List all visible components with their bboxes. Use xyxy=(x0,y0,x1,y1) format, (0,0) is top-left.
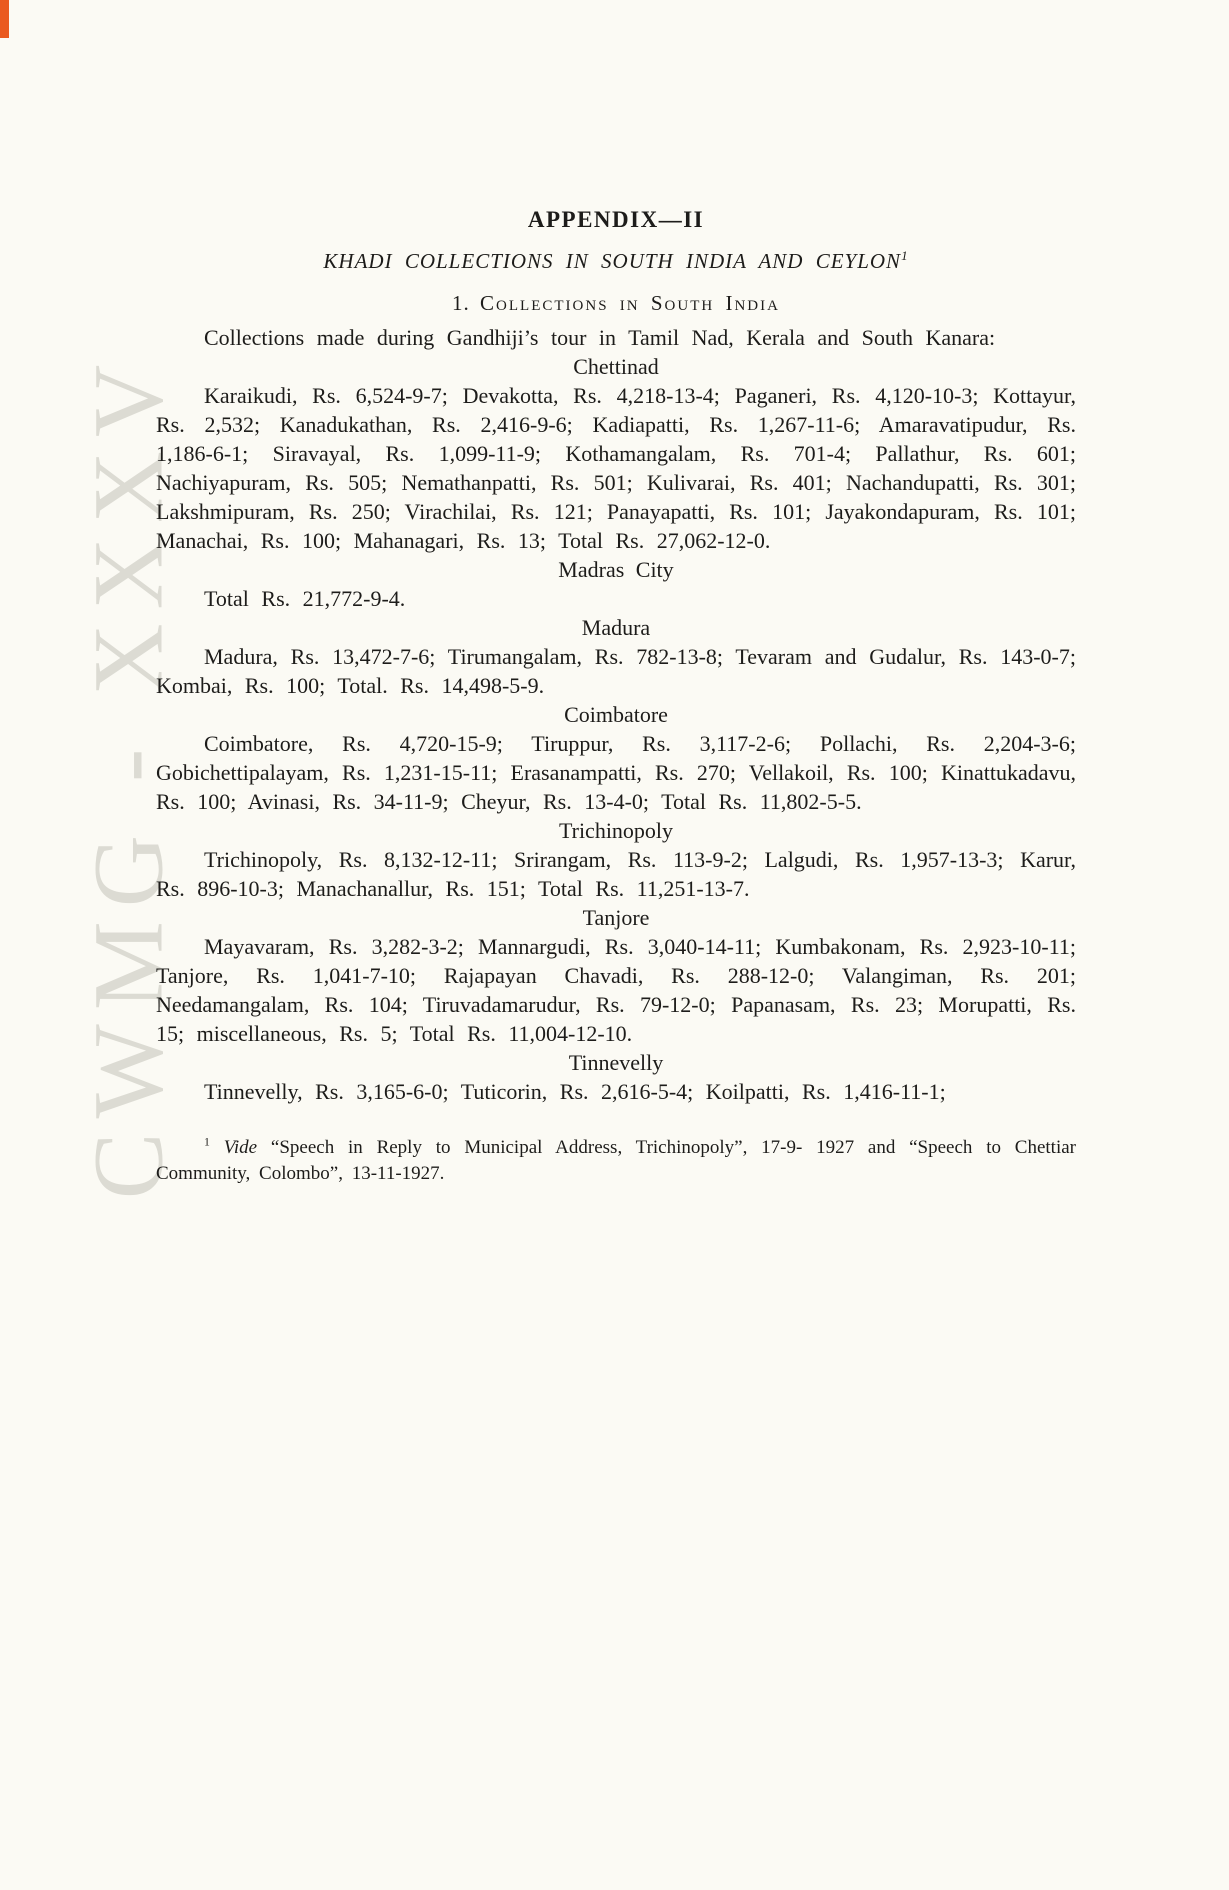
subsection-body: Tinnevelly, Rs. 3,165-6-0; Tuticorin, Rs. 2,616-5-4; Koilpatti, Rs. 1,416-11-1; xyxy=(204,1079,946,1104)
subsection-heading: Madura xyxy=(581,615,651,640)
subsection-body: Coimbatore, Rs. 4,720-15-9; Tiruppur, Rs. 3,117-2-6; Pollachi, Rs. 2,204-3-6; Gobichettipalayam, Rs. 1,231-15-11; Erasanampatti, Rs. 270; Vellakoil, Rs. 100; Kinattukadavu, Rs. 100; Avinasi, Rs. 34-11-9; Cheyur, Rs. 13-4-0; Total Rs. 11,802-5-5. xyxy=(156,731,1076,814)
page-subtitle xyxy=(156,247,1076,276)
subsection-chettinad xyxy=(156,352,1076,555)
footnote xyxy=(156,1135,1076,1187)
subsection-madras-city xyxy=(156,555,1076,613)
scan-artifact xyxy=(0,0,9,38)
subsection-body: Madura, Rs. 13,472-7-6; Tirumangalam, Rs. 782-13-8; Tevaram and Gudalur, Rs. 143-0-7; Kombai, Rs. 100; Total. Rs. 14,498-5-9. xyxy=(156,644,1076,698)
subsection-coimbatore xyxy=(156,700,1076,816)
subsection-tanjore xyxy=(156,903,1076,1048)
subsection-body: Mayavaram, Rs. 3,282-3-2; Mannargudi, Rs. 3,040-14-11; Kumbakonam, Rs. 2,923-10-11; Tanjore, Rs. 1,041-7-10; Rajapayan Chavadi, Rs. 288-12-0; Valangiman, Rs. 201; Needamangalam, Rs. 104; Tiruvadamarudur, Rs. 79-12-0; Papanasam, Rs. 23; Morupatti, Rs. 15; miscellaneous, Rs. 5; Total Rs. 11,004-12-10. xyxy=(156,934,1076,1046)
subsection-trichinopoly xyxy=(156,816,1076,903)
subsection-heading: Tanjore xyxy=(582,905,650,930)
intro-paragraph: Collections made during Gandhiji’s tour in Tamil Nad, Kerala and South Kanara: xyxy=(204,325,996,350)
section-number: 1. xyxy=(452,291,470,315)
page-title: APPENDIX—II xyxy=(527,207,705,232)
footnote-vide: Vide xyxy=(223,1137,258,1158)
footnote-text: “Speech in Reply to Municipal Address, Trichinopoly”, 17-9- 1927 and “Speech to Chettiar Community, Colombo”, 13-11-1927. xyxy=(156,1137,1076,1184)
page-subtitle-text: KHADI COLLECTIONS IN SOUTH INDIA AND CEYLON xyxy=(323,249,902,273)
subsection-heading: Madras City xyxy=(558,557,674,582)
section-title: Collections in South India xyxy=(480,291,780,315)
subsection-body: Total Rs. 21,772-9-4. xyxy=(204,586,406,611)
subsection-heading: Trichinopoly xyxy=(558,818,674,843)
volume-watermark: CWMG - XXXV xyxy=(72,350,184,1200)
subsection-tinnevelly xyxy=(156,1048,1076,1106)
subsection-heading: Coimbatore xyxy=(564,702,668,727)
footnote-ref: 1 xyxy=(901,248,909,263)
subsection-body: Karaikudi, Rs. 6,524-9-7; Devakotta, Rs. 4,218-13-4; Paganeri, Rs. 4,120-10-3; Kottayur, Rs. 2,532; Kanadukathan, Rs. 2,416-9-6; Kadiapatti, Rs. 1,267-11-6; Amaravatipudur, Rs. 1,186-6-1; Siravayal, Rs. 1,099-11-9; Kothamangalam, Rs. 701-4; Pallathur, Rs. 601; Nachiyapuram, Rs. 505; Nemathanpatti, Rs. 501; Kulivarai, Rs. 401; Nachandupatti, Rs. 301; Lakshmipuram, Rs. 250; Virachilai, Rs. 121; Panayapatti, Rs. 101; Jayakondapuram, Rs. 101; Manachai, Rs. 100; Mahanagari, Rs. 13; Total Rs. 27,062-12-0. xyxy=(156,383,1076,553)
subsection-madura xyxy=(156,613,1076,700)
subsection-heading: Chettinad xyxy=(573,354,659,379)
subsection-heading: Tinnevelly xyxy=(568,1050,664,1075)
subsection-body: Trichinopoly, Rs. 8,132-12-11; Srirangam, Rs. 113-9-2; Lalgudi, Rs. 1,957-13-3; Karur, Rs. 896-10-3; Manachanallur, Rs. 151; Total Rs. 11,251-13-7. xyxy=(156,847,1076,901)
footnote-marker: 1 xyxy=(204,1135,210,1149)
page-content xyxy=(156,205,1076,1187)
section-heading xyxy=(156,289,1076,318)
